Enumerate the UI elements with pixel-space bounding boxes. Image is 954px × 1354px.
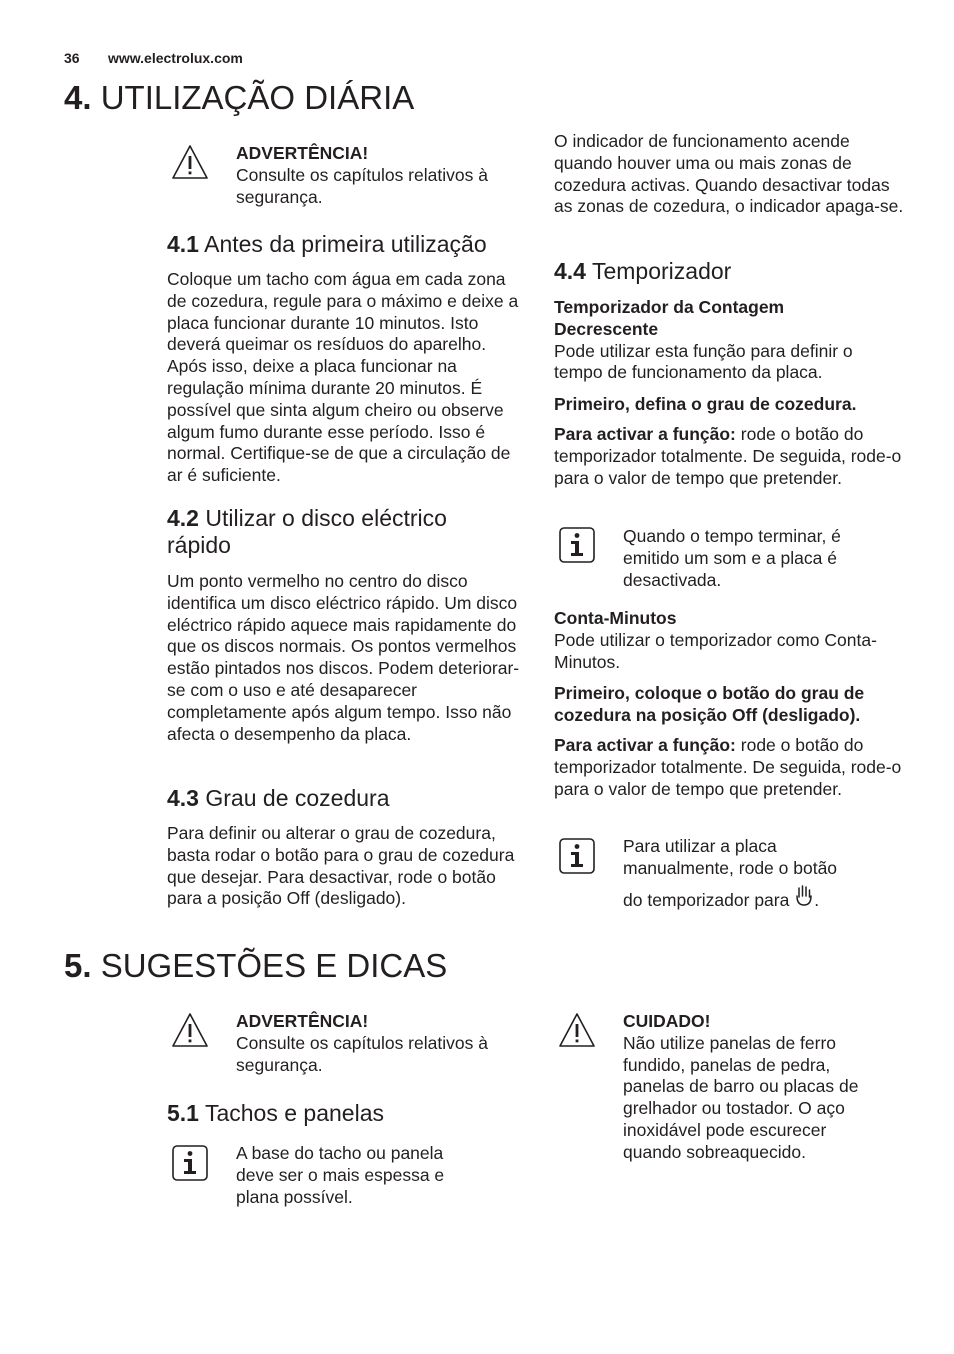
header-url: www.electrolux.com: [108, 50, 243, 66]
activate-paragraph: [554, 424, 904, 489]
warning-icon: [170, 143, 210, 183]
subsection-number: 4.3: [167, 785, 199, 811]
info-icon: [557, 525, 597, 565]
subsection-number: 4.4: [554, 258, 586, 284]
info-icon: [170, 1143, 210, 1183]
section-5-title: SUGESTÕES E DICAS: [100, 947, 448, 984]
subsection-4-1-heading: [167, 231, 527, 258]
minute-block: [554, 608, 906, 673]
activate-paragraph-2: [554, 735, 904, 800]
caution-title: CUIDADO!: [623, 1011, 711, 1031]
subsection-4-1-text: Coloque um tacho com água em cada zona de cozedura, regule para o máximo e deixe a placa funcionar durante 10 minutos. Isto deverá queimar os resíduos do aparelho. Após isso, deixe a placa funcionar na regulação mínima durante 20 minutos. É possível que sinta algum cheiro ou observe algum fumo durante esse período. Isso é normal. Certifique-se de que a circulação de ar é suficiente.: [167, 269, 519, 486]
subsection-number: 5.1: [167, 1100, 199, 1126]
countdown-block: [554, 297, 904, 384]
section-4-heading: [64, 78, 414, 118]
hand-icon: [794, 884, 814, 908]
warning-text: Consulte os capítulos relativos à segurança.: [236, 164, 488, 207]
minute-first-step: Primeiro, coloque o botão do grau de cozedura na posição Off (desligado).: [554, 683, 865, 725]
indicator-text: O indicador de funcionamento acende quando houver uma ou mais zonas de cozedura activas. Quando desactivar todas as zonas de cozedura, o indicador apaga-se.: [554, 131, 904, 217]
warning-text: Consulte os capítulos relativos à segurança.: [236, 1032, 488, 1075]
warning-title: ADVERTÊNCIA!: [236, 143, 369, 163]
subsection-5-1-heading: [167, 1100, 527, 1127]
info-icon: [557, 836, 597, 876]
warning-box: [236, 143, 496, 208]
subsection-4-2-text: Um ponto vermelho no centro do disco identifica um disco eléctrico rápido. Um disco eléctrico rápido aquece mais rapidamente do que os discos normais. Os pontos vermelhos estão pintados nos discos. Podem deteriorar-se com o uso e até desaparecer completamente após algum tempo. Isso não afecta o desempenho da placa.: [167, 571, 520, 744]
subsection-4-3-text: Para definir ou alterar o grau de cozedura, basta rodar o botão para o grau de cozedura que desejar. Para desactivar, rode o botão para a posição Off (desligado).: [167, 823, 515, 909]
warning-icon: [557, 1011, 597, 1051]
subsection-title: Temporizador: [591, 258, 732, 284]
info-text-2b: do temporizador para: [623, 889, 790, 910]
caution-box: [623, 1011, 871, 1164]
activate-text-2: rode o botão do temporizador totalmente. De seguida, rode-o para o valor de tempo que pretender.: [554, 735, 902, 799]
subsection-4-3-heading: [167, 785, 527, 812]
activate-text: rode o botão do temporizador totalmente. De seguida, rode-o para o valor de tempo que pretender.: [554, 424, 902, 488]
info-text-1: Quando o tempo terminar, é emitido um som e a placa é desactivada.: [623, 526, 841, 590]
minute-text: Pode utilizar o temporizador como Conta-Minutos.: [554, 629, 877, 672]
section-5-heading: [64, 946, 447, 986]
section-4-title: UTILIZAÇÃO DIÁRIA: [100, 79, 415, 116]
subsection-number: 4.2: [167, 505, 199, 531]
subsection-title: Antes da primeira utilização: [204, 231, 487, 257]
subsection-4-4-heading: [554, 258, 904, 285]
info-text-2a: Para utilizar a placa manualmente, rode o botão: [623, 836, 838, 878]
subsection-title: Grau de cozedura: [205, 785, 390, 811]
subsection-number: 4.1: [167, 231, 199, 257]
info-text-5-1: A base do tacho ou panela deve ser o mais espessa e plana possível.: [236, 1143, 445, 1207]
info-text-2: [623, 836, 873, 911]
activate-label-2: Para activar a função:: [554, 735, 736, 755]
subsection-4-2-heading: [167, 505, 487, 559]
caution-text: Não utilize panelas de ferro fundido, panelas de pedra, panelas de barro ou placas de grelhador ou tostador. O aço inoxidável pode escurecer quando sobreaquecido.: [623, 1032, 859, 1162]
activate-label: Para activar a função:: [554, 424, 736, 444]
warning-title: ADVERTÊNCIA!: [236, 1011, 369, 1031]
subsection-title: Utilizar o disco eléctrico rápido: [167, 505, 447, 558]
section-4-number: 4.: [64, 79, 92, 116]
subsection-title: Tachos e panelas: [204, 1100, 384, 1126]
first-step-text: Primeiro, defina o grau de cozedura.: [554, 394, 857, 414]
countdown-text: Pode utilizar esta função para definir o tempo de funcionamento da placa.: [554, 340, 853, 383]
page-number: 36: [64, 50, 80, 66]
warning-icon: [170, 1011, 210, 1051]
section-5-number: 5.: [64, 947, 92, 984]
warning-box-2: [236, 1011, 496, 1076]
minute-title: Conta-Minutos: [554, 608, 677, 628]
countdown-title: Temporizador da Contagem Decrescente: [554, 297, 785, 339]
info-text-2c: .: [814, 889, 820, 910]
